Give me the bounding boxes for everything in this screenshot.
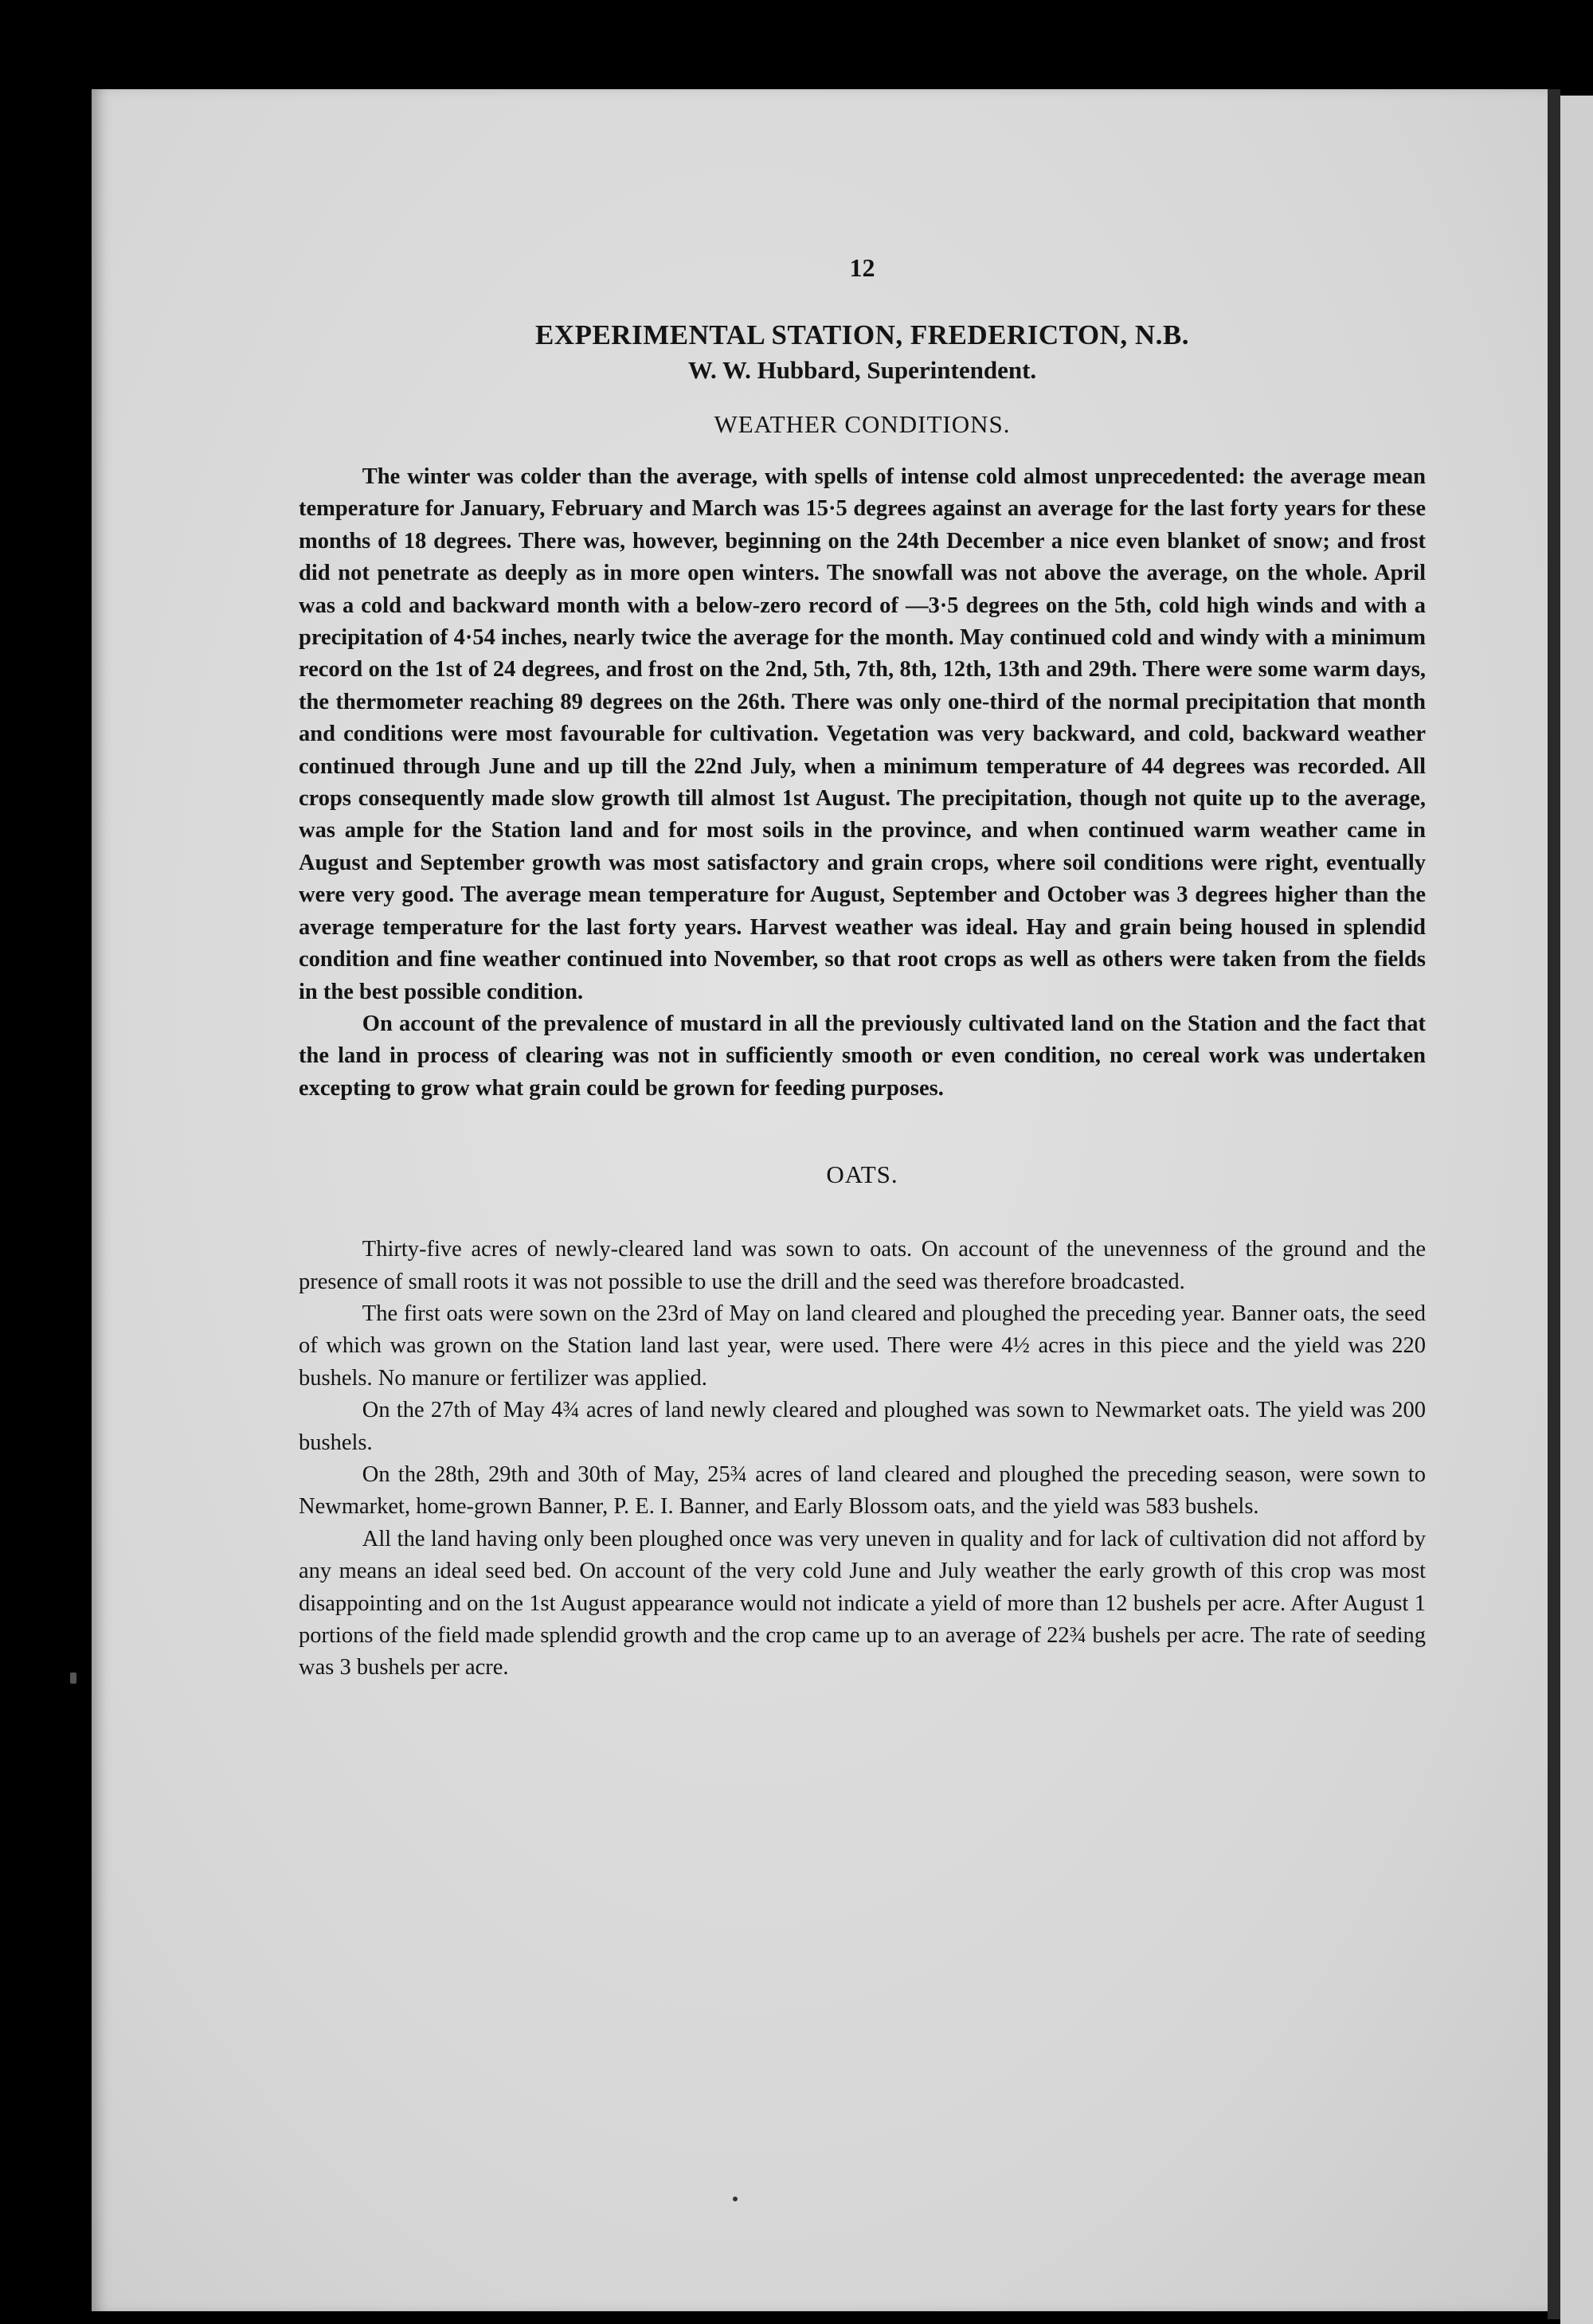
book-gutter [1548, 89, 1560, 2319]
page-content [299, 253, 1426, 1684]
weather-conditions-heading: WEATHER CONDITIONS. [714, 410, 1011, 438]
oats-paragraph: Thirty-five acres of newly-cleared land was sown to oats. On account of the unevenness of the ground and the presence of small roots it was not possible to use the drill and the seed was therefore broadcasted. [299, 1237, 1426, 1294]
station-title: EXPERIMENTAL STATION, FREDERICTON, N.B. [534, 319, 1190, 350]
oats-paragraph: The first oats were sown on the 23rd of May on land cleared and ploughed the preceding year. Banner oats, the seed of which was grown on the Station land last year, were used. There were 4½ acres in this piece and the yield was 220 bushels. No manure or fertilizer was applied. [299, 1301, 1426, 1391]
weather-paragraph: The winter was colder than the average, with spells of intense cold almost unprecedented: the average mean temperature for January, February and March was 15·5 degrees against an average for the last forty years for these months of 18 degrees. There was, however, beginning on the 24th December a nice even blanket of snow; and frost did not penetrate as deeply as in more open winters. The snowfall was not above the average, on the whole. April was a cold and backward month with a below-zero record of —3·5 degrees on the 5th, cold high winds and with a precipitation of 4·54 inches, nearly twice the average for the month. May continued cold and windy with a minimum record on the 1st of 24 degrees, and frost on the 2nd, 5th, 7th, 8th, 12th, 13th and 29th. There were some warm days, the thermometer reaching 89 degrees on the 26th. There was only one-third of the normal precipitation that month and conditions were most favourable for cultivation. Vegetation was very backward, and cold, backward weather continued through June and up till the 22nd July, when a minimum temperature of 44 degrees was recorded. All crops consequently made slow growth till almost 1st August. The precipitation, though not quite up to the average, was ample for the Station land and for most soils in the province, and when continued warm weather came in August and September growth was most satisfactory and grain crops, where soil conditions were right, eventually were very good. The average mean temperature for August, September and October was 3 degrees higher than the average temperature for the last forty years. Harvest weather was ideal. Hay and grain being housed in splendid condition and fine weather continued into November, so that root crops as well as others were taken from the fields in the best possible condition. [299, 464, 1426, 1004]
ink-speck [733, 2197, 738, 2201]
superintendent-line: W. W. Hubbard, Superintendent. [687, 356, 1037, 384]
adjacent-page-edge [1560, 96, 1593, 2324]
oats-heading: OATS. [826, 1160, 898, 1189]
page-number: 12 [849, 253, 875, 282]
oats-paragraph: All the land having only been ploughed once was very uneven in quality and for lack of cultivation did not afford by any means an ideal seed bed. On account of the very cold June and July weather the early growth of this crop was most disappointing and on the 1st August appearance would not indicate a yield of more than 12 bushels per acre. After August 1 portions of the field made splendid growth and the crop came up to an average of 22¾ bushels per acre. The rate of seeding was 3 bushels per acre. [299, 1526, 1426, 1680]
oats-paragraph: On the 28th, 29th and 30th of May, 25¾ acres of land cleared and ploughed the preceding season, were sown to Newmarket, home-grown Banner, P. E. I. Banner, and Early Blossom oats, and the yield was 583 bushels. [299, 1461, 1426, 1520]
oats-paragraph: On the 27th of May 4¾ acres of land newly cleared and ploughed was sown to Newmarket oats. The yield was 200 bushels. [299, 1398, 1426, 1455]
binding-mark [70, 1673, 76, 1684]
mustard-paragraph: On account of the prevalence of mustard in all the previously cultivated land on the Station and the fact that the land in process of clearing was not in sufficiently smooth or even condition, no cereal work was undertaken excepting to grow what grain could be grown for feeding purposes. [299, 1011, 1426, 1101]
